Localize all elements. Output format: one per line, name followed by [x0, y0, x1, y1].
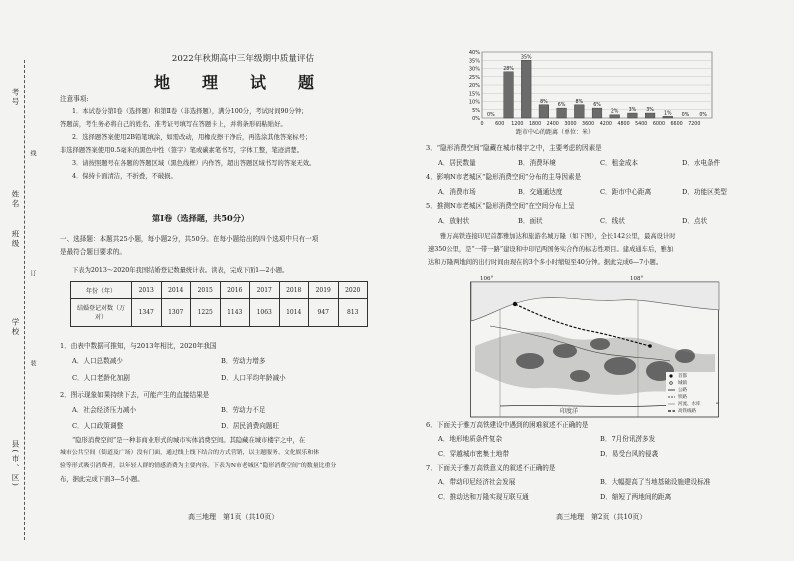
question-6: 6．下面关于雅万高铁建设中遇到的困难叙述不正确的是: [426, 421, 589, 429]
q2-option-b: B．劳动力不足: [221, 406, 266, 414]
section-one-intro: 一、选择题：本题共25小题，每小题2分，共50分。在每小题给出的四个选项中只有一项: [60, 235, 319, 243]
map-sea-label: 印度洋: [560, 408, 579, 415]
chart-y-tick-label: 10%: [468, 99, 480, 106]
chart-bar: [610, 115, 620, 118]
town-marker: [648, 344, 652, 348]
chart-bar: [521, 60, 531, 118]
chart-x-tick-label: 1800: [528, 122, 542, 127]
q7-option-b: B．大幅提高了当地基础设施建设标准: [600, 478, 711, 486]
question-3: 3．“隐形消费空间”隐藏在城市楼宇之中，主要考虑的因素是: [426, 144, 602, 152]
pack-mark: 装: [29, 360, 36, 368]
chart-y-tick-label: 30%: [468, 66, 480, 73]
q4-option-c: C．距市中心距离: [600, 188, 652, 196]
table-cell: 1347: [132, 299, 162, 327]
chart-data-label: 3%: [628, 108, 637, 114]
notice-line: 2．选择题答案使用2B铅笔填涂，如需改动，用橡皮擦干净后，再选涂其他答案标号；: [72, 134, 312, 141]
passage-line: 布，据此完成下面3—5小题。: [60, 476, 144, 483]
binding-line: [24, 60, 25, 540]
q5-option-c: C．线状: [600, 217, 625, 225]
q7-option-d: D．缩短了两地间的距离: [600, 493, 672, 501]
passage-hidden-consumption: [60, 436, 402, 484]
table-caption: 下表为2013～2020年我国结婚登记数量统计表。读表，完成下面1—2小题。: [72, 267, 289, 274]
q6-option-b: B．7月份讯涝多发: [600, 435, 656, 443]
chart-data-label: 0%: [681, 113, 690, 118]
section-one-intro-2: 是最符合题目要求的。: [60, 248, 126, 256]
passage-line: 达和万隆两地间的出行时间由现在的3个多小时缩短至40分钟。据此完成6—7小题。: [428, 259, 663, 266]
q5-option-a: A．放射状: [438, 217, 470, 225]
chart-data-label: 28%: [503, 66, 514, 72]
chart-x-tick-label: 7200: [688, 122, 701, 127]
table-cell: 2014: [161, 282, 191, 299]
chart-bar: [504, 72, 514, 118]
distance-bar-chart: [458, 48, 720, 136]
table-cell: 2019: [309, 282, 339, 299]
chart-x-tick-label: 600: [495, 122, 505, 127]
chart-data-label: 6%: [557, 103, 566, 109]
legend-item: 河流、水库: [678, 402, 701, 407]
table-cell: 1143: [220, 299, 250, 327]
class-label: 班级: [11, 230, 20, 249]
chart-bar: [592, 108, 602, 118]
notice-list: [60, 107, 392, 181]
q6-option-d: D．易受台风的侵袭: [600, 450, 659, 458]
legend-item: 城镇: [678, 381, 687, 386]
passage-line: 验等形式吸引消费者，以年轻人群的情感消费为主要内容。下表为N市老城区“隐形消费空间”的数量比重分: [60, 463, 337, 469]
question-4: 4．影响N市老城区“隐形消费空间”分布的主导因素是: [426, 173, 582, 181]
table-cell: 1225: [191, 299, 221, 327]
q4-option-d: D．功能区类型: [682, 188, 727, 196]
map-legend-text: [678, 373, 701, 415]
chart-y-tick-label: 40%: [468, 50, 480, 56]
q2-option-a: A．社会经济压力减小: [72, 406, 137, 414]
table-row: [71, 299, 368, 327]
chart-bar: [645, 113, 655, 118]
chart-data-label: 8%: [575, 99, 584, 105]
chart-x-tick-label: 4800: [617, 122, 630, 127]
chart-y-tick-label: 25%: [468, 74, 480, 81]
q1-option-b: B．劳动力增多: [221, 357, 266, 365]
chart-data-label: 2%: [610, 109, 619, 115]
chart-y-tick-label: 20%: [468, 83, 480, 89]
q1-option-d: D．人口平均年龄减小: [221, 374, 286, 382]
question-2: 2．图示现象如果持续下去，可能产生的直接结果是: [60, 391, 210, 399]
q4-option-b: B．交通通达度: [518, 188, 563, 196]
chart-bar: [574, 105, 584, 118]
q1-option-c: C．人口老龄化加剧: [72, 374, 130, 382]
chart-x-tick-label: 6000: [652, 122, 666, 127]
school-label: 学校: [11, 318, 20, 337]
chart-y-tick-label: 0%: [472, 116, 480, 122]
table-cell: 2016: [220, 282, 250, 299]
table-header-count: 结婚登记对数（万对）: [71, 299, 132, 327]
passage-line: “隐形消费空间”是一种非商业形式的城市实体消费空间。其隐藏在城市楼宇之中，在: [72, 437, 306, 444]
marriage-table: [70, 281, 368, 327]
notice-heading: 注意事项:: [60, 95, 89, 103]
q5-option-d: D．点状: [682, 217, 708, 225]
q3-option-d: D．水电条件: [682, 159, 721, 167]
q2-option-c: C．人口政策调整: [72, 422, 124, 430]
subject-title: 地 理 试 题: [153, 73, 322, 92]
bind-mark: 订: [29, 270, 36, 278]
legend-item: 首都: [678, 374, 687, 379]
passage-line: 雅万高铁连接印尼首都雅加达和旅游名城万隆（如下图），全长142公里，最高设计时: [440, 233, 676, 240]
chart-data-label: 1%: [663, 111, 672, 117]
chart-x-axis-label: 距市中心的距离（单位：米）: [516, 129, 595, 136]
chart-y-tick-label: 35%: [468, 58, 480, 65]
chart-bar: [557, 108, 567, 118]
chart-data-label: 6%: [593, 103, 601, 109]
legend-item: 高铁线路: [678, 409, 696, 414]
notice-line: 3．请按照题号在各题的答题区域（黑色线框）内作答，超出答题区域书写的答案无效。: [72, 160, 316, 167]
name-label: 姓名: [11, 190, 20, 209]
q7-option-a: A．带动印尼经济社会发展: [438, 478, 516, 486]
exam-title: 2022年秋期高中三年级期中质量评估: [171, 54, 315, 64]
q4-option-a: A．消费市场: [438, 188, 476, 196]
passage-high-speed-rail: [428, 232, 780, 267]
notice-line: 4．保持卡面清洁，不折叠，不破损。: [72, 173, 177, 180]
chart-x-tick-label: 3600: [582, 122, 595, 127]
county-label: 县(市、区): [11, 440, 20, 488]
chart-x-tick-label: 4200: [599, 122, 612, 127]
chart-x-tick-label: 0: [480, 122, 484, 127]
table-row: [71, 282, 368, 299]
map-longitude-right: 108°: [630, 276, 644, 282]
chart-bar: [539, 105, 549, 118]
chart-y-tick-label: 15%: [468, 91, 480, 98]
question-1: 1．由表中数据可推知，与2013年相比，2020年我国: [60, 342, 217, 350]
chart-bar: [628, 113, 638, 118]
notice-line: 非选择题答案使用0.5毫米的黑色中性（签字）笔或碳素笔书写，字体工整，笔迹清楚。: [60, 147, 303, 154]
section-one-heading: 第Ⅰ卷（选择题，共50分）: [152, 213, 250, 223]
table-cell: 2017: [250, 282, 280, 299]
q2-option-d: D．居民消费向题旺: [221, 422, 280, 430]
q3-option-c: C．租金成本: [600, 159, 639, 167]
chart-x-tick-label: 2400: [546, 122, 559, 127]
table-cell: 947: [309, 299, 339, 327]
chart-data-label: 0%: [487, 113, 495, 118]
table-cell: 813: [338, 299, 368, 327]
notice-line: 答题前，考生务必将自己的姓名、准考证号填写在答题卡上，并将条形码粘贴好。: [60, 121, 287, 128]
exam-number-label: 考号: [11, 88, 20, 107]
table-header-year: 年份（年）: [71, 282, 132, 299]
passage-line: 速350公里，是“一带一路”建设和中印尼两国务实合作的标志性项目。建成通车后，雅加: [428, 246, 674, 253]
chart-data-label: 3%: [646, 108, 654, 114]
q6-option-a: A．地形地质条件复杂: [438, 435, 503, 443]
chart-data-label: 35%: [520, 55, 532, 61]
capital-marker: [513, 302, 517, 306]
chart-x-tick-label: 3000: [564, 122, 577, 127]
legend-item: 公路: [678, 388, 687, 393]
table-cell: 1063: [250, 299, 280, 327]
q6-option-c: C．穿越城市密集土地带: [438, 450, 509, 458]
legend-item: 铁路: [678, 395, 687, 400]
q5-option-b: B．面状: [518, 217, 543, 225]
q7-option-c: C．推动达和万隆实现互联互通: [438, 493, 529, 501]
question-7: 7．下面关于雅万高铁意义的叙述不正确的是: [426, 464, 556, 472]
question-5: 5．推测N市老城区“隐形消费空间”在空间分布上呈: [426, 202, 575, 210]
table-cell: 1307: [161, 299, 191, 327]
q1-option-a: A．人口总数减少: [72, 357, 123, 365]
line-mark: 线: [29, 150, 36, 158]
chart-x-tick-label: 1200: [511, 122, 524, 127]
table-cell: 2015: [191, 282, 221, 299]
map-longitude-left: 106°: [480, 276, 494, 282]
notice-line: 1．本试卷分第Ⅰ卷（选择题）和第Ⅱ卷（非选择题），满分100分，考试时间90分钟；: [72, 108, 308, 115]
chart-y-tick-label: 5%: [472, 107, 480, 114]
page-footer-left: 高三地理 第1页（共10页）: [188, 513, 279, 521]
chart-data-label: 0%: [699, 113, 707, 118]
table-cell: 2018: [279, 282, 309, 299]
chart-x-tick-label: 5400: [635, 122, 648, 127]
passage-line: 城市公共空间（街道及广场）没有门面，通过线上线下结合的方式营销，以主题服务、文化娱乐和体: [60, 450, 320, 456]
q3-option-b: B．消费环境: [518, 159, 556, 167]
chart-bar: [663, 116, 673, 118]
table-cell: 1014: [279, 299, 309, 327]
page-footer-right: 高三地理 第2页（共10页）: [556, 513, 647, 521]
table-cell: 2020: [338, 282, 368, 299]
q3-option-a: A．居民数量: [438, 159, 476, 167]
table-cell: 2013: [132, 282, 162, 299]
chart-data-label: 8%: [540, 99, 548, 105]
chart-x-tick-label: 6600: [670, 122, 683, 127]
